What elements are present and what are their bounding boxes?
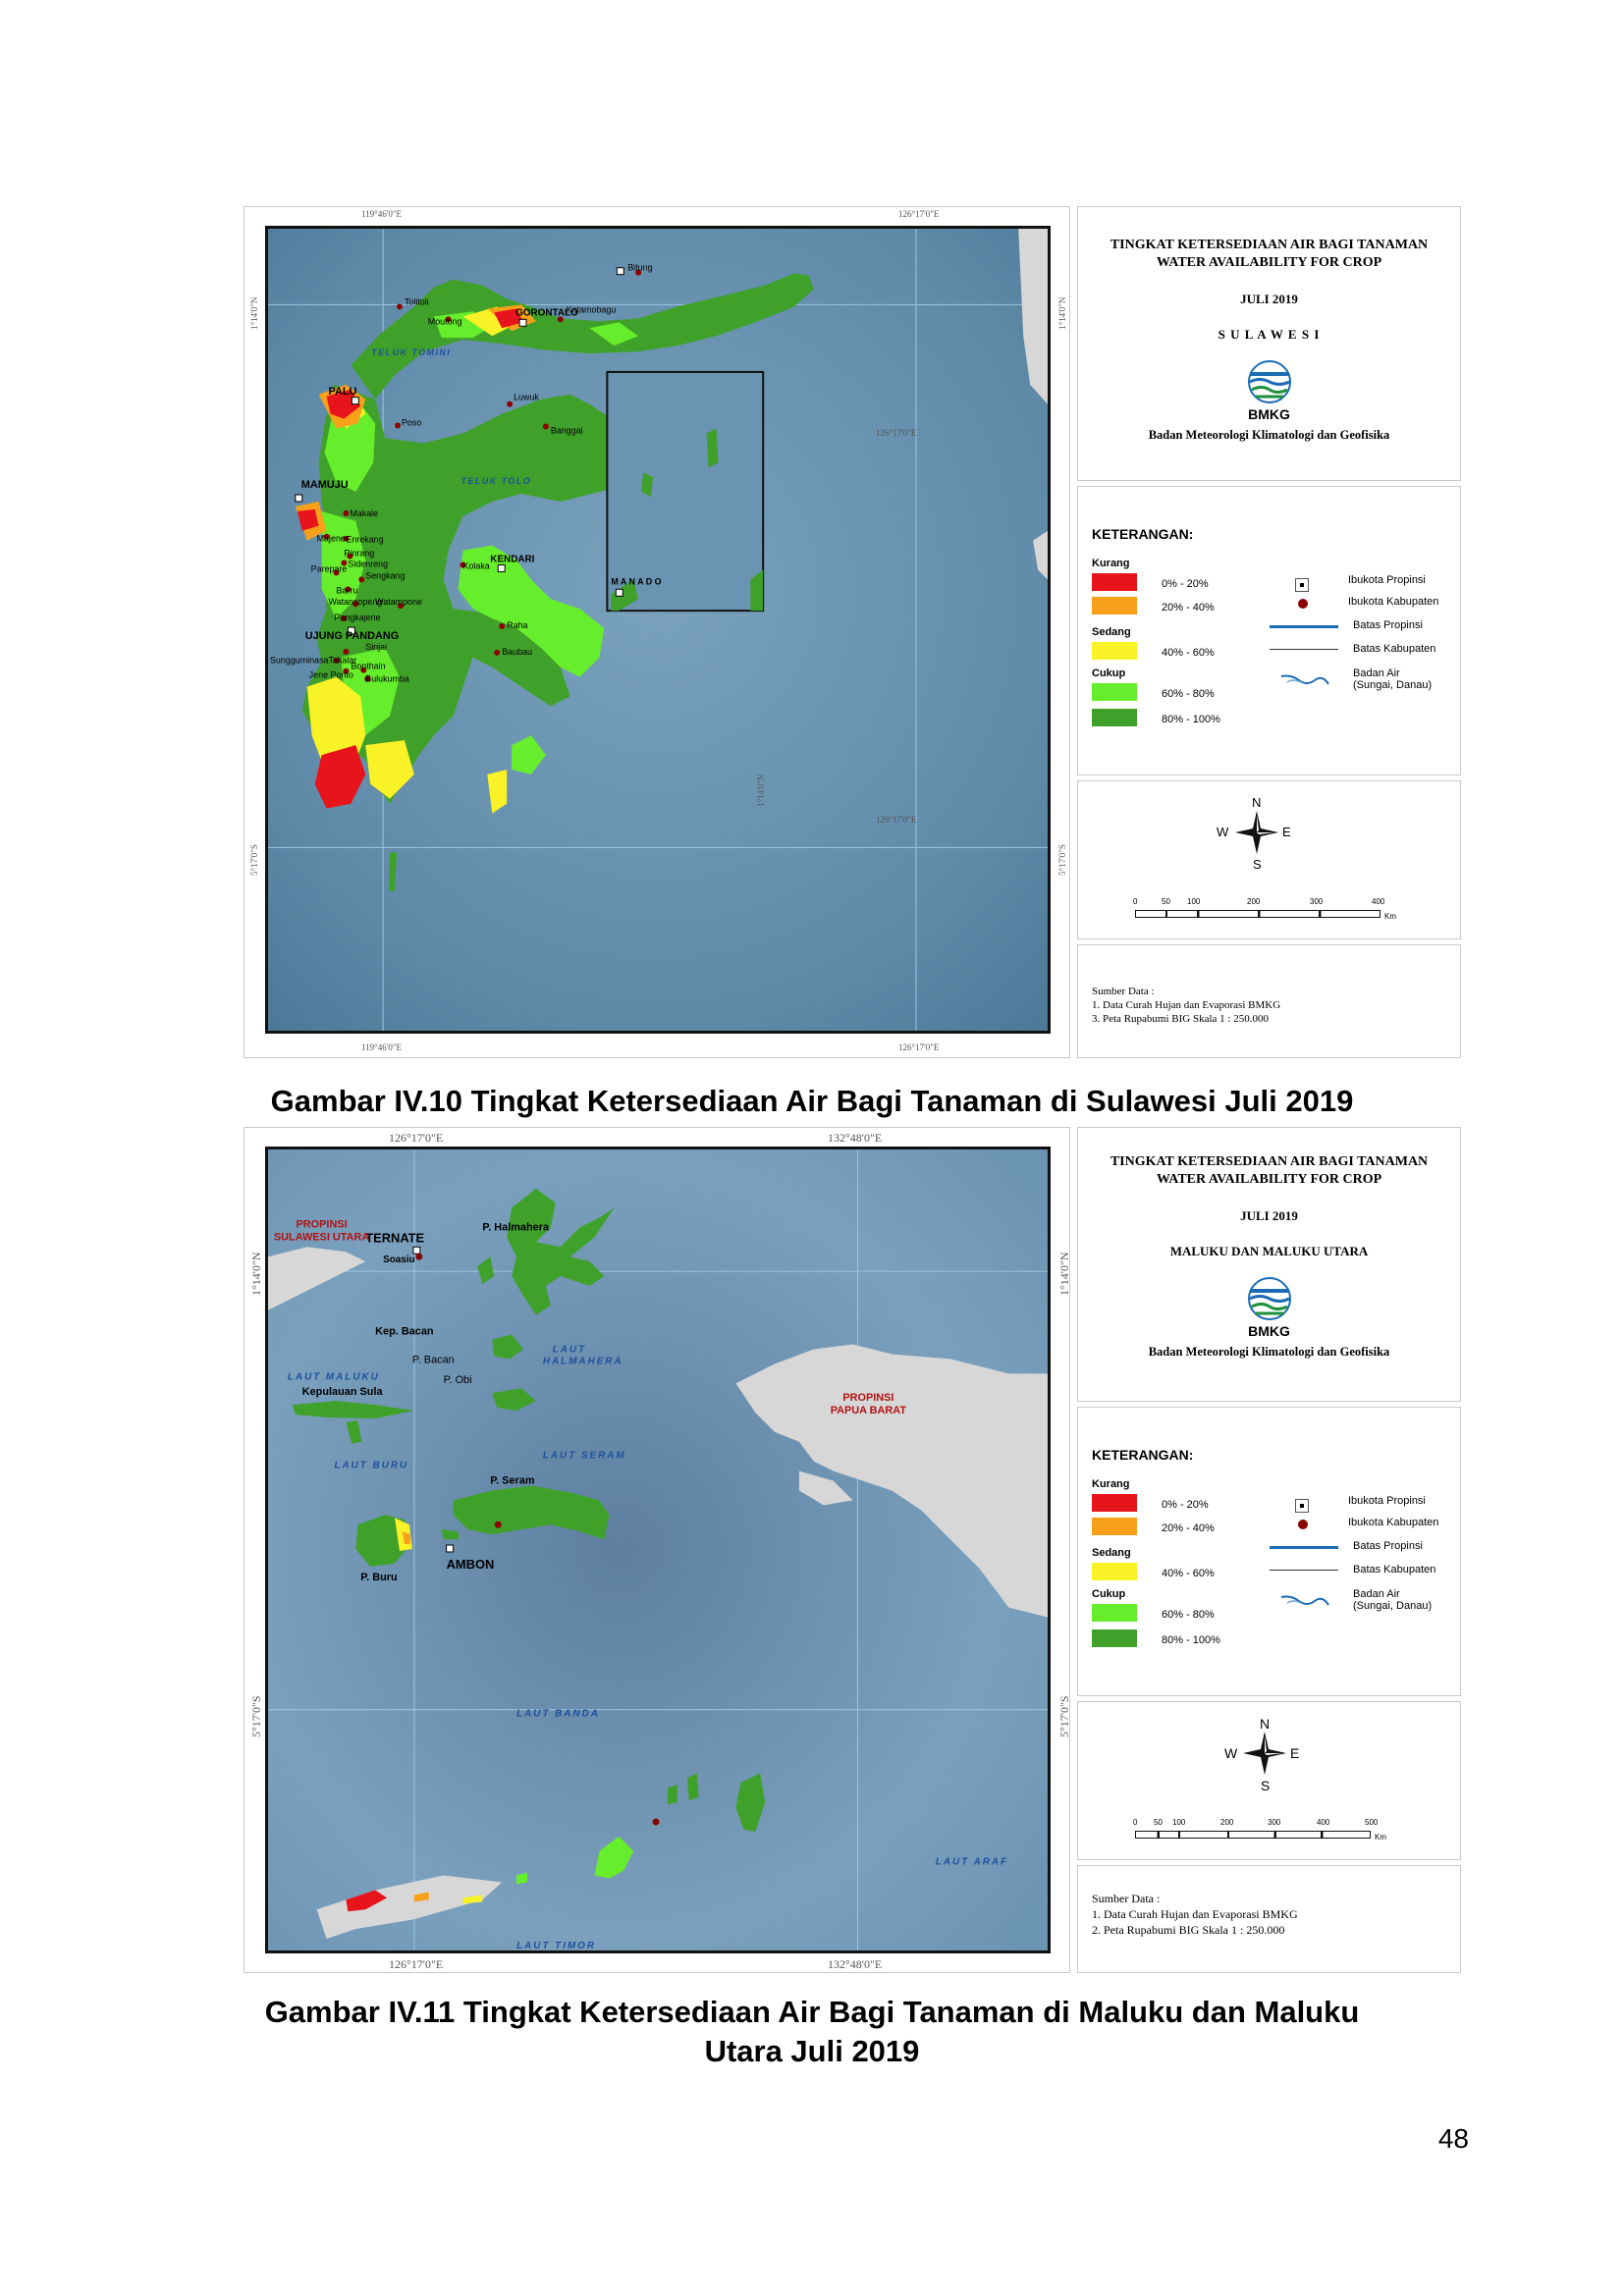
province-boundary-icon [1270, 1546, 1338, 1549]
period: JULI 2019 [1240, 292, 1298, 306]
title-line-2: WATER AVAILABILITY FOR CROP [1156, 1172, 1382, 1187]
figure-caption-2-line-2: Utara Juli 2019 [704, 2034, 920, 2068]
label-pangkajene: Pangkajene [334, 613, 381, 623]
label-watansopeng: Watansopeng [328, 597, 383, 608]
agency-name: Badan Meteorologi Klimatologi dan Geofisika [1148, 428, 1390, 442]
scale-tick-50: 50 [1154, 1818, 1163, 1827]
coord-bottom-left: 126°17'0"E [389, 1957, 444, 1971]
district-capital-marker [415, 1254, 422, 1260]
swatch-20-40 [1092, 1518, 1137, 1535]
compass-icon [1235, 811, 1278, 859]
inset-coord-bottom: 126°17'0"E [876, 815, 917, 825]
provincial-capital-marker [498, 564, 505, 571]
source-title: Sumber Data : [1092, 1892, 1161, 1905]
scale-unit: Km [1384, 912, 1396, 921]
coord-left-lower: 5°17'0"S [249, 844, 259, 876]
bmkg-text: BMKG [1248, 406, 1290, 422]
label-prop-sulut-2: SULAWESI UTARA [273, 1231, 370, 1244]
source-panel-1 [1077, 944, 1461, 1058]
label-moutong: Moutong [427, 316, 462, 327]
provincial-capital-icon [1295, 1499, 1309, 1513]
label-sungguminasa: Sungguminasa [269, 655, 329, 666]
label-laut-buru: LAUT BURU [334, 1460, 409, 1471]
scale-tick-500: 500 [1365, 1818, 1379, 1827]
label-kendari: KENDARI [490, 554, 535, 565]
scale-tick-0: 0 [1133, 1818, 1138, 1827]
label-laut-maluku: LAUT MALUKU [287, 1371, 380, 1383]
label-kolaka: Kolaka [462, 561, 490, 571]
label-barru: Barru [336, 585, 358, 596]
legend-batas-kabupaten: Batas Kabupaten [1353, 643, 1436, 655]
legend-kurang: Kurang [1092, 1478, 1130, 1490]
district-boundary-icon [1270, 1570, 1338, 1571]
legend-sedang: Sedang [1092, 1547, 1131, 1559]
label-makale: Makale [350, 507, 379, 518]
label-banggai: Banggai [550, 425, 583, 436]
inset-coord-left: 1°14'0"N [756, 774, 766, 807]
swatch-60-80 [1092, 1604, 1137, 1622]
swatch-60-80 [1092, 683, 1137, 701]
label-teluk-tomini: TELUK TOMINI [371, 347, 452, 358]
label-raha: Raha [507, 620, 528, 631]
legend-range-4: 60% - 80% [1162, 688, 1215, 700]
label-kotamobagu: Kotamobagu [566, 304, 617, 315]
swatch-40-60 [1092, 642, 1137, 660]
compass-n: N [1252, 795, 1262, 810]
label-sengkang: Sengkang [365, 570, 406, 581]
legend-range-5: 80% - 100% [1162, 714, 1220, 725]
district-capital-icon [1298, 599, 1308, 609]
legend-badan-air: Badan Air [1353, 1588, 1400, 1600]
provincial-capital-marker [296, 495, 302, 502]
legend-ibukota-kabupaten: Ibukota Kabupaten [1348, 1517, 1439, 1528]
label-sidenreng: Sidenreng [348, 559, 389, 569]
label-sinjai: Sinjai [365, 641, 388, 652]
legend-sedang: Sedang [1092, 626, 1131, 638]
scale-bar [1135, 910, 1380, 918]
legend-range-3: 40% - 60% [1162, 1568, 1215, 1579]
label-bitung: Bitung [627, 262, 653, 273]
scale-tick-200: 200 [1247, 897, 1261, 906]
label-bonthain: Bonthain [351, 661, 386, 671]
provincial-capital-marker [519, 319, 526, 326]
swatch-20-40 [1092, 597, 1137, 614]
coord-top-right: 126°17'0"E [898, 209, 940, 219]
label-tolitoli: Tolitoli [404, 296, 429, 307]
legend-range-2: 20% - 40% [1162, 1522, 1215, 1534]
title-line-1: TINGKAT KETERSEDIAAN AIR BAGI TANAMAN [1110, 1154, 1429, 1169]
label-manado: M A N A D O [611, 576, 662, 587]
label-laut-halmahera-2: HALMAHERA [542, 1356, 623, 1367]
legend-batas-propinsi: Batas Propinsi [1353, 619, 1423, 631]
label-parepare: Parepare [310, 563, 348, 574]
legend-range-2: 20% - 40% [1162, 602, 1215, 614]
coord-left-lower: 5°17'0"S [249, 1695, 263, 1737]
label-watampone: Watampone [375, 597, 422, 608]
provincial-capital-marker [352, 398, 358, 404]
legend-badan-air-desc: (Sungai, Danau) [1353, 679, 1433, 691]
period: JULI 2019 [1240, 1208, 1298, 1223]
scale-unit: Km [1375, 1833, 1386, 1842]
inset-coord-top: 126°17'0"E [876, 428, 917, 438]
water-body-icon [1279, 672, 1330, 691]
coord-bottom-right: 126°17'0"E [898, 1042, 940, 1052]
label-p-bacan: P. Bacan [411, 1354, 455, 1366]
compass-scale-panel-2 [1077, 1701, 1461, 1860]
label-p-seram: P. Seram [490, 1474, 535, 1487]
label-kep-bacan: Kep. Bacan [375, 1325, 434, 1338]
region: MALUKU DAN MALUKU UTARA [1169, 1244, 1369, 1258]
provincial-capital-marker [617, 268, 623, 275]
label-jeneponto: Jene Ponto [308, 669, 353, 680]
swatch-0-20 [1092, 573, 1137, 591]
coord-top-right: 132°48'0"E [828, 1131, 883, 1145]
label-mamuju: MAMUJU [300, 479, 349, 492]
label-palu: PALU [328, 385, 357, 398]
district-capital-marker [495, 1522, 502, 1528]
region: S U L A W E S I [1218, 327, 1321, 342]
compass-scale-panel-1 [1077, 780, 1461, 939]
scale-tick-50: 50 [1162, 897, 1170, 906]
district-boundary-icon [1270, 649, 1338, 650]
source-panel-2 [1077, 1865, 1461, 1973]
legend-ibukota-propinsi: Ibukota Propinsi [1348, 574, 1426, 586]
label-laut-seram: LAUT SERAM [542, 1450, 626, 1462]
legend-ibukota-propinsi: Ibukota Propinsi [1348, 1495, 1426, 1507]
swatch-40-60 [1092, 1563, 1137, 1580]
label-laut-banda: LAUT BANDA [516, 1708, 600, 1720]
scale-tick-300: 300 [1268, 1818, 1281, 1827]
scale-tick-400: 400 [1317, 1818, 1330, 1827]
scale-tick-100: 100 [1187, 897, 1201, 906]
scale-tick-300: 300 [1310, 897, 1324, 906]
compass-e: E [1290, 1745, 1300, 1761]
label-p-buru: P. Buru [360, 1571, 398, 1583]
label-ujung-pandang: UJUNG PANDANG [304, 629, 400, 642]
provincial-capital-icon [1295, 578, 1309, 592]
island-kei [668, 1785, 677, 1804]
swatch-80-100 [1092, 709, 1137, 726]
legend-range-4: 60% - 80% [1162, 1609, 1215, 1621]
coord-top-left: 119°46'0"E [361, 209, 403, 219]
inset-island [707, 429, 719, 468]
label-bulukumba: Bulukumba [365, 673, 409, 684]
compass-icon [1243, 1732, 1286, 1780]
legend-cukup: Cukup [1092, 667, 1126, 679]
bmkg-logo-icon [1240, 1277, 1299, 1325]
legend-panel-1 [1077, 486, 1461, 775]
label-p-obi: P. Obi [443, 1374, 472, 1387]
label-laut-halmahera-1: LAUT [552, 1344, 587, 1356]
provincial-capital-marker [616, 589, 623, 596]
district-capital-marker [653, 1818, 660, 1825]
coord-bottom-right: 132°48'0"E [828, 1957, 883, 1971]
province-boundary-icon [1270, 625, 1338, 628]
legend-range-5: 80% - 100% [1162, 1634, 1220, 1646]
label-prop-papua-1: PROPINSI [842, 1392, 894, 1405]
label-teluk-tolo: TELUK TOLO [460, 476, 532, 487]
coord-top-left: 126°17'0"E [389, 1131, 444, 1145]
coord-right-lower: 5°17'0"S [1057, 1695, 1071, 1737]
coord-left-upper: 1°14'0"N [249, 296, 259, 330]
title-panel-2 [1077, 1127, 1461, 1402]
legend-kurang: Kurang [1092, 558, 1130, 569]
scale-bar [1135, 1831, 1371, 1839]
label-pinrang: Pinrang [344, 548, 375, 559]
compass-s: S [1261, 1778, 1271, 1793]
compass-w: W [1217, 825, 1229, 839]
agency-name: Badan Meteorologi Klimatologi dan Geofisika [1148, 1345, 1390, 1359]
figure-caption-1: Gambar IV.10 Tingkat Ketersediaan Air Bagi Tanaman di Sulawesi Juli 2019 [270, 1084, 1354, 1118]
source-title: Sumber Data : [1092, 986, 1155, 997]
legend-panel-2 [1077, 1407, 1461, 1696]
scale-tick-100: 100 [1172, 1818, 1186, 1827]
scale-tick-0: 0 [1133, 897, 1138, 906]
water-body-icon [1279, 1593, 1330, 1612]
legend-ibukota-kabupaten: Ibukota Kabupaten [1348, 596, 1439, 608]
label-prop-papua-2: PAPUA BARAT [830, 1405, 907, 1417]
label-ternate: TERNATE [365, 1230, 425, 1246]
compass-s: S [1253, 857, 1262, 872]
island-kei [687, 1773, 699, 1800]
compass-w: W [1224, 1745, 1238, 1761]
label-enrekang: Enrekang [346, 534, 384, 545]
legend-range-3: 40% - 60% [1162, 647, 1215, 659]
label-halmahera: P. Halmahera [482, 1221, 550, 1234]
coord-left-upper: 1°14'0"N [249, 1252, 263, 1296]
maluku-map [265, 1147, 1051, 1953]
coord-right-upper: 1°14'0"N [1057, 296, 1067, 330]
sulawesi-map [265, 226, 1051, 1034]
label-soasiu: Soasiu [383, 1255, 415, 1266]
label-laut-arafura: LAUT ARAF [935, 1856, 1009, 1868]
provincial-capital-marker [447, 1545, 454, 1552]
source-item-1: 1. Data Curah Hujan dan Evaporasi BMKG [1092, 999, 1281, 1011]
compass-n: N [1260, 1716, 1271, 1732]
label-takalar: Takalar [328, 655, 357, 666]
legend-batas-kabupaten: Batas Kabupaten [1353, 1564, 1436, 1575]
scale-tick-400: 400 [1372, 897, 1385, 906]
label-luwuk: Luwuk [514, 392, 539, 402]
district-capital-icon [1298, 1520, 1308, 1529]
swatch-80-100 [1092, 1629, 1137, 1647]
compass-e: E [1282, 825, 1291, 839]
bmkg-text: BMKG [1248, 1323, 1290, 1339]
label-prop-sulut-1: PROPINSI [296, 1218, 348, 1231]
title-line-2: WATER AVAILABILITY FOR CROP [1156, 255, 1382, 270]
legend-badan-air-desc: (Sungai, Danau) [1353, 1600, 1433, 1612]
swatch-0-20 [1092, 1494, 1137, 1512]
legend-cukup: Cukup [1092, 1588, 1126, 1600]
legend-range-1: 0% - 20% [1162, 578, 1209, 590]
source-item-2: 2. Peta Rupabumi BIG Skala 1 : 250.000 [1092, 1923, 1285, 1937]
legend-title: KETERANGAN: [1092, 1447, 1194, 1463]
label-laut-timor: LAUT TIMOR [516, 1941, 597, 1950]
legend-badan-air: Badan Air [1353, 667, 1400, 679]
scale-tick-200: 200 [1220, 1818, 1234, 1827]
label-kep-sula: Kepulauan Sula [301, 1386, 383, 1399]
legend-range-1: 0% - 20% [1162, 1499, 1209, 1511]
legend-title: KETERANGAN: [1092, 526, 1194, 542]
title-panel-1 [1077, 206, 1461, 481]
figure-caption-2-line-1: Gambar IV.11 Tingkat Ketersediaan Air Bagi Tanaman di Maluku dan Maluku [264, 1995, 1360, 2029]
coord-right-upper: 1°14'0"N [1057, 1252, 1071, 1296]
coord-right-lower: 5°17'0"S [1057, 844, 1067, 876]
label-gorontalo: GORONTALO [515, 307, 578, 319]
label-ambon: AMBON [446, 1556, 495, 1572]
page-number: 48 [1437, 2123, 1469, 2154]
coord-bottom-left: 119°46'0"E [361, 1042, 403, 1052]
legend-batas-propinsi: Batas Propinsi [1353, 1540, 1423, 1552]
source-item-1: 1. Data Curah Hujan dan Evaporasi BMKG [1092, 1907, 1298, 1921]
source-item-2: 3. Peta Rupabumi BIG Skala 1 : 250.000 [1092, 1013, 1269, 1025]
inset-box [607, 372, 763, 611]
provincial-capital-marker [413, 1247, 420, 1254]
label-poso: Poso [401, 417, 422, 428]
bmkg-logo-icon [1240, 360, 1299, 408]
label-baubau: Baubau [502, 646, 532, 657]
title-line-1: TINGKAT KETERSEDIAAN AIR BAGI TANAMAN [1110, 238, 1429, 252]
label-majene: Majene [316, 533, 346, 544]
